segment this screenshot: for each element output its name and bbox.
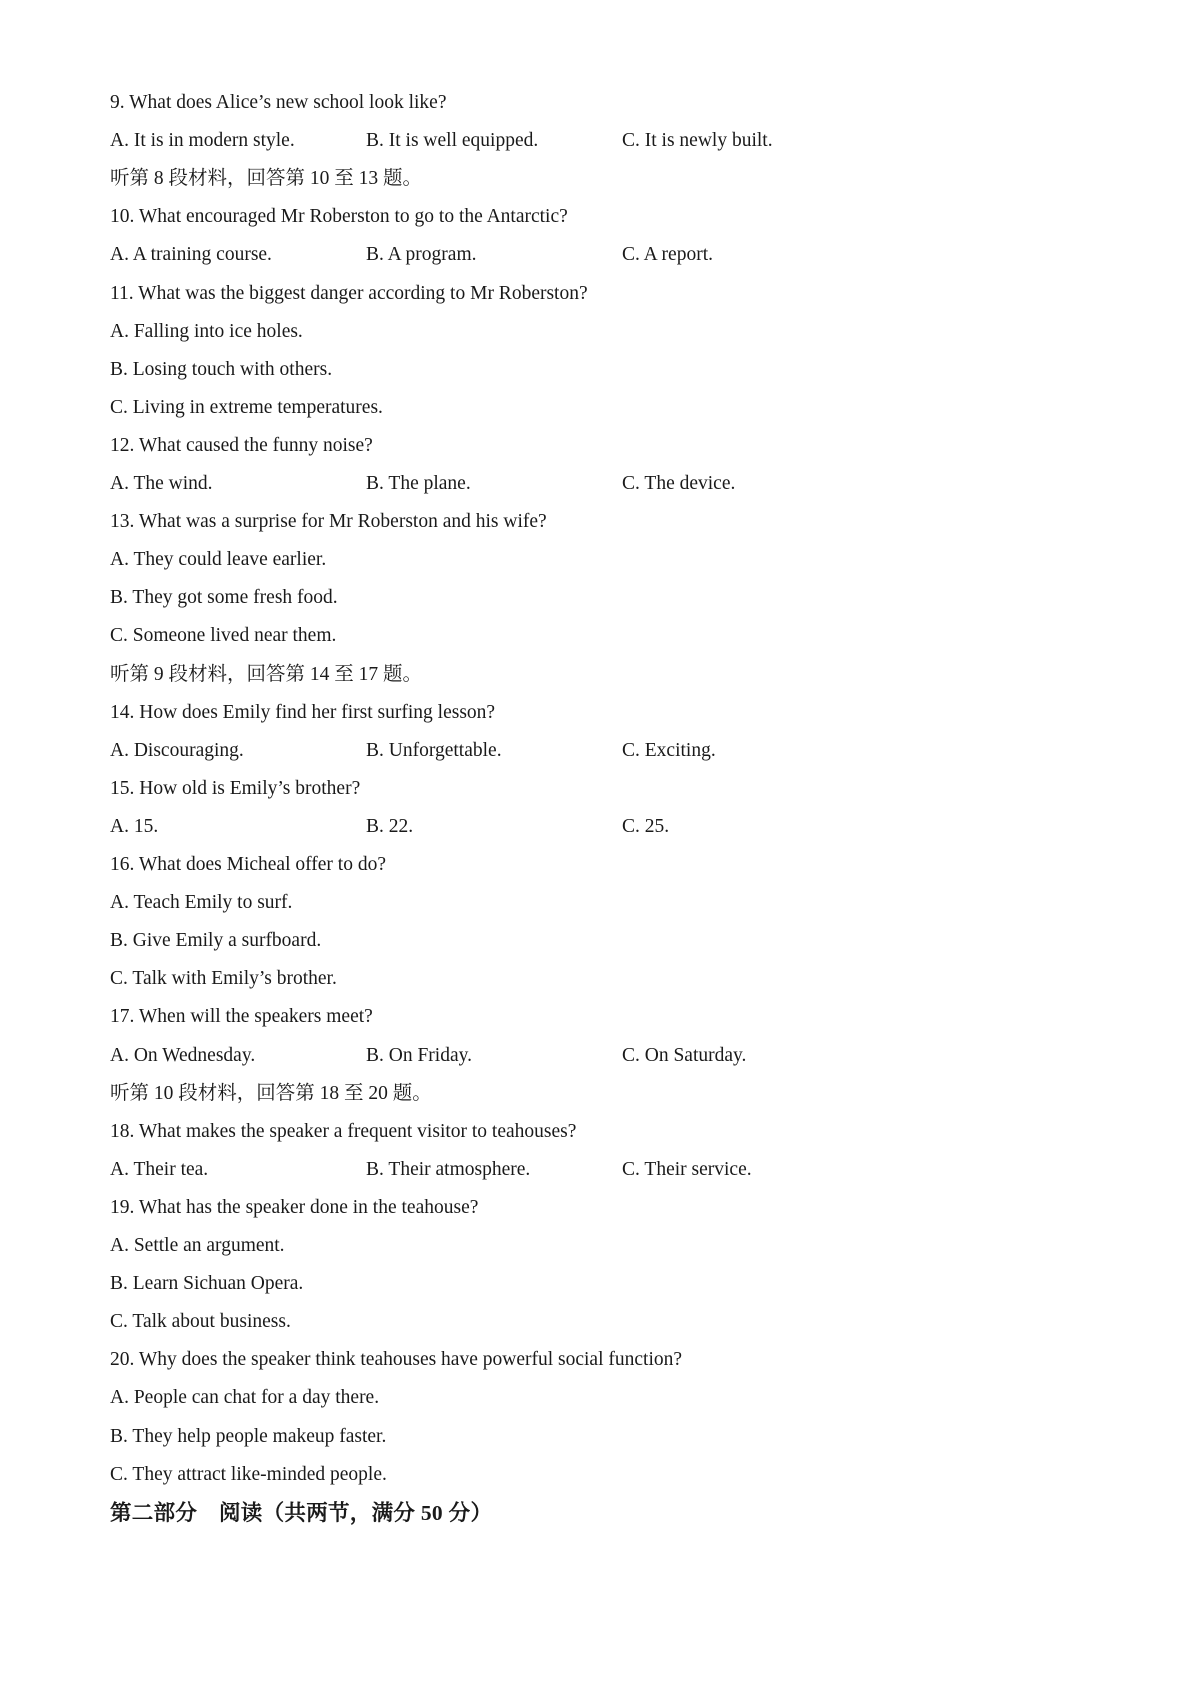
listening-instruction: 听第 9 段材料，回答第 14 至 17 题。 — [110, 663, 423, 685]
answer-option: A. Settle an argument. — [110, 1235, 285, 1256]
option-c: C. 25. — [622, 815, 670, 837]
option-b: B. Their atmosphere. — [366, 1158, 531, 1180]
question-text: 11. What was the biggest danger according to Mr Roberston? — [110, 282, 588, 304]
option-c: C. The device. — [622, 473, 736, 494]
option-a: A. The wind. — [110, 473, 213, 494]
option-b: B. A program. — [366, 244, 477, 266]
option-a: A. Discouraging. — [110, 739, 244, 761]
answer-option: A. They could leave earlier. — [110, 549, 327, 571]
question-text: 19. What has the speaker done in the teahouse? — [110, 1196, 479, 1218]
answer-option: A. Teach Emily to surf. — [110, 892, 293, 914]
option-a: A. On Wednesday. — [110, 1044, 256, 1066]
question-text: 9. What does Alice’s new school look like? — [110, 92, 447, 113]
option-c: C. A report. — [622, 244, 713, 266]
section-heading: 第二部分 阅读（共两节，满分 50 分） — [110, 1500, 493, 1525]
answer-option: B. Give Emily a surfboard. — [110, 930, 322, 952]
option-a: A. Their tea. — [110, 1158, 209, 1180]
answer-option: C. Talk about business. — [110, 1311, 291, 1333]
answer-option: B. They got some fresh food. — [110, 587, 338, 609]
option-b: B. 22. — [366, 815, 414, 837]
question-text: 17. When will the speakers meet? — [110, 1006, 373, 1028]
question-text: 20. Why does the speaker think teahouses have powerful social function? — [110, 1349, 683, 1371]
option-c: C. Exciting. — [622, 739, 716, 761]
answer-option: A. Falling into ice holes. — [110, 320, 303, 342]
listening-instruction: 听第 10 段材料，回答第 18 至 20 题。 — [110, 1082, 432, 1104]
option-a: A. It is in modern style. — [110, 130, 295, 152]
question-text: 14. How does Emily find her first surfing lesson? — [110, 701, 496, 723]
answer-option: B. They help people makeup faster. — [110, 1425, 387, 1447]
question-text: 12. What caused the funny noise? — [110, 434, 373, 456]
answer-option: B. Losing touch with others. — [110, 358, 333, 380]
answer-option: C. Someone lived near them. — [110, 625, 337, 647]
listening-instruction: 听第 8 段材料，回答第 10 至 13 题。 — [110, 168, 423, 190]
answer-option: C. Living in extreme temperatures. — [110, 396, 383, 418]
answer-option: C. They attract like-minded people. — [110, 1463, 387, 1485]
option-b: B. Unforgettable. — [366, 739, 502, 761]
option-a: A. A training course. — [110, 244, 272, 266]
question-text: 15. How old is Emily’s brother? — [110, 777, 361, 799]
answer-option: C. Talk with Emily’s brother. — [110, 968, 337, 990]
question-text: 10. What encouraged Mr Roberston to go to the Antarctic? — [110, 206, 568, 228]
option-b: B. The plane. — [366, 473, 471, 494]
option-b: B. On Friday. — [366, 1044, 472, 1066]
answer-option: A. People can chat for a day there. — [110, 1387, 380, 1409]
option-b: B. It is well equipped. — [366, 130, 539, 152]
question-text: 18. What makes the speaker a frequent visitor to teahouses? — [110, 1120, 577, 1142]
question-text: 13. What was a surprise for Mr Roberston and his wife? — [110, 511, 547, 533]
question-text: 16. What does Micheal offer to do? — [110, 854, 386, 875]
option-a: A. 15. — [110, 815, 159, 837]
answer-option: B. Learn Sichuan Opera. — [110, 1273, 304, 1295]
option-c: C. On Saturday. — [622, 1044, 747, 1066]
option-c: C. Their service. — [622, 1158, 752, 1180]
option-c: C. It is newly built. — [622, 130, 773, 152]
